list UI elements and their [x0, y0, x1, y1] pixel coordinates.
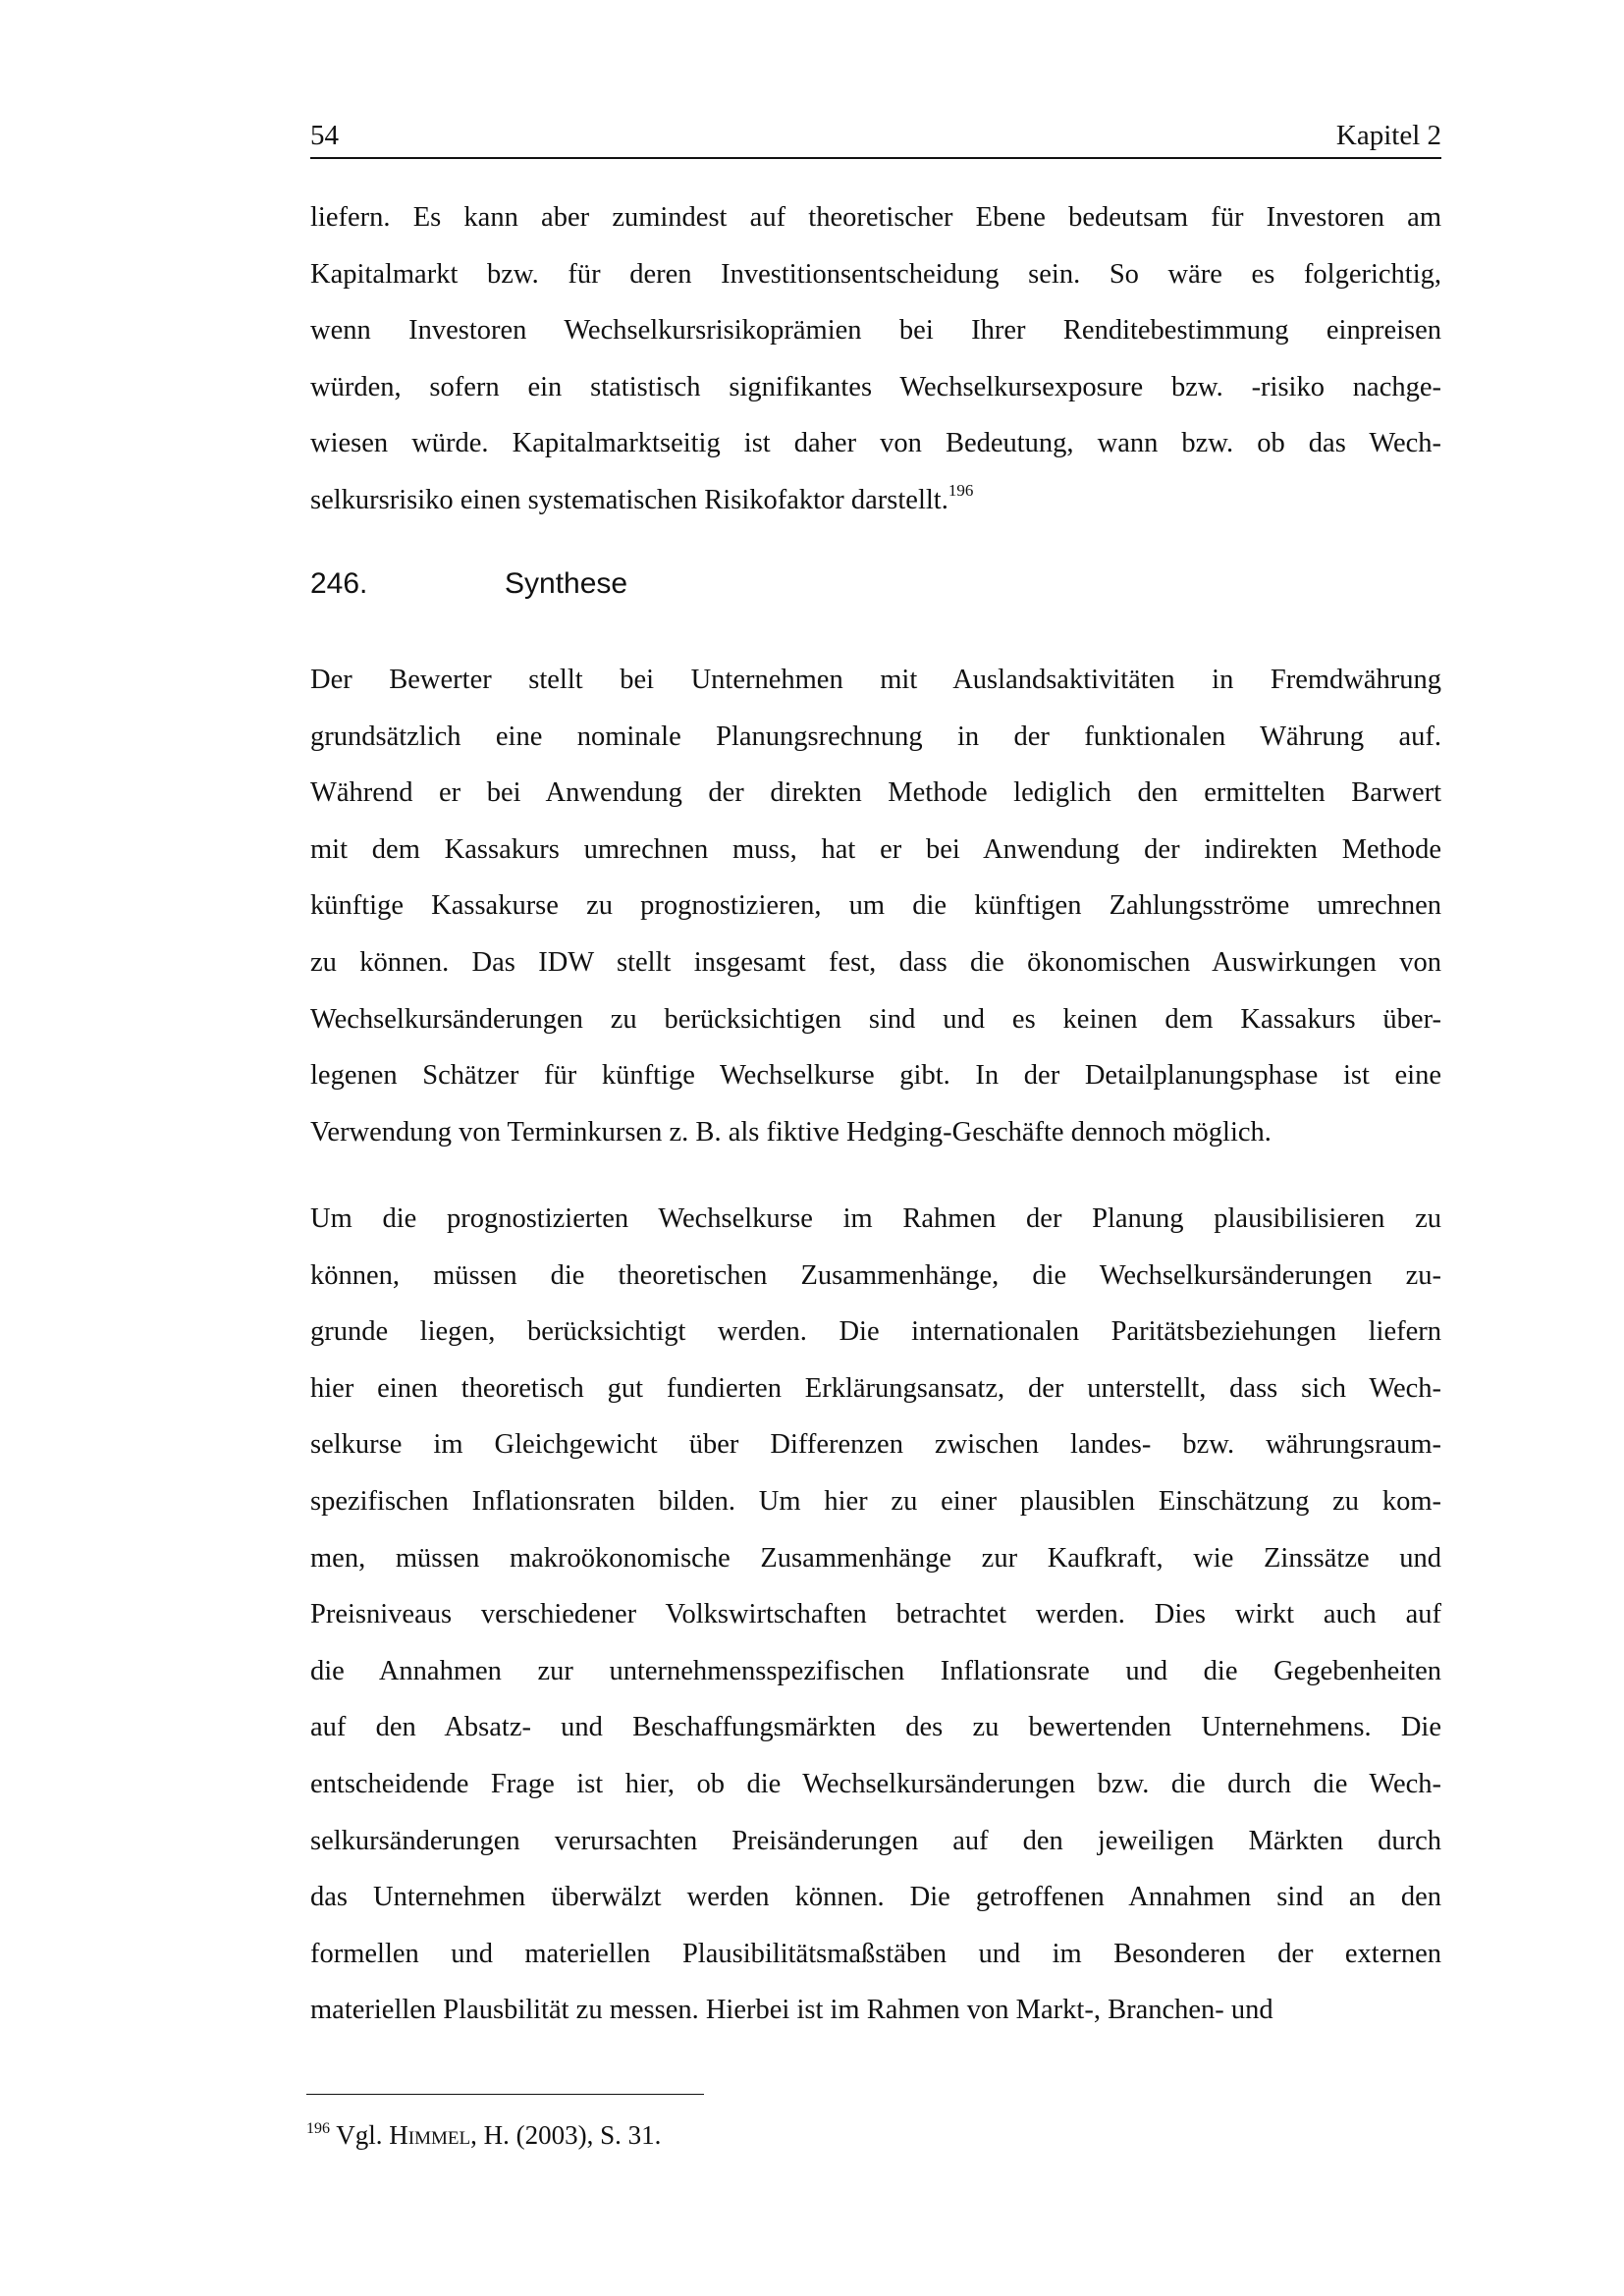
footnote-author: Himmel	[389, 2120, 471, 2150]
text-line	[310, 415, 1441, 472]
line-text: die Annahmen zur unternehmensspezifischen Inflationsrate und die Gegebenheiten	[310, 1655, 1441, 1686]
text-line	[310, 1586, 1441, 1643]
text-line	[310, 765, 1441, 822]
line-text: men, müssen makroökonomische Zusammenhänge zur Kaufkraft, wie Zinssätze und	[310, 1542, 1441, 1574]
line-text: auf den Absatz- und Beschaffungsmärkten des zu bewertenden Unternehmens. Die	[310, 1712, 1441, 1743]
text-line	[310, 1191, 1441, 1248]
line-text: hier einen theoretisch gut fundierten Erklärungsansatz, der unterstellt, dass sich Wech-	[310, 1372, 1441, 1404]
footnote-citation: , H. (2003), S. 31.	[470, 2120, 662, 2150]
line-text: entscheidende Frage ist hier, ob die Wechselkursänderungen bzw. die durch die Wech-	[310, 1768, 1441, 1799]
text-line	[310, 1361, 1441, 1417]
text-line	[310, 1416, 1441, 1473]
text-line	[310, 246, 1441, 303]
section-title: Synthese	[505, 567, 628, 600]
line-text: Preisniveaus verschiedener Volkswirtschaften betrachtet werden. Dies wirkt auch auf	[310, 1599, 1441, 1630]
text-line	[310, 709, 1441, 766]
line-text: selkursrisiko einen systematischen Risikofaktor darstellt.	[310, 484, 948, 515]
line-text: grunde liegen, berücksichtigt werden. Die internationalen Paritätsbeziehungen liefern	[310, 1316, 1441, 1348]
line-text: künftige Kassakurse zu prognostizieren, um die künftigen Zahlungsströme umrechnen	[310, 890, 1441, 922]
line-text: würden, sofern ein statistisch signifikantes Wechselkursexposure bzw. -risiko nachge-	[310, 371, 1441, 402]
text-line	[310, 652, 1441, 709]
footnote-divider	[306, 2094, 704, 2095]
paragraph-1	[310, 189, 1441, 529]
line-text: legenen Schätzer für künftige Wechselkurse gibt. In der Detailplanungsphase ist eine	[310, 1060, 1441, 1092]
line-text: zu können. Das IDW stellt insgesamt fest, dass die ökonomischen Auswirkungen von	[310, 946, 1441, 978]
text-line	[310, 1643, 1441, 1700]
line-text: grundsätzlich eine nominale Planungsrechnung in der funktionalen Währung auf.	[310, 721, 1441, 752]
text-line	[310, 1530, 1441, 1587]
text-line	[310, 1926, 1441, 1983]
line-text: das Unternehmen überwälzt werden können. Die getroffenen Annahmen sind an den	[310, 1882, 1441, 1913]
footnote	[306, 2120, 661, 2151]
line-text: mit dem Kassakurs umrechnen muss, hat er bei Anwendung der indirekten Methode	[310, 833, 1441, 865]
text-line	[310, 1756, 1441, 1813]
footnote-prefix: Vgl.	[336, 2120, 390, 2150]
chapter-label: Kapitel 2	[1335, 120, 1441, 151]
line-text: materiellen Plausbilität zu messen. Hierbei ist im Rahmen von Markt-, Branchen- und	[310, 1995, 1273, 2026]
paragraph-3	[310, 1191, 1441, 2039]
line-text: selkurse im Gleichgewicht über Differenzen zwischen landes- bzw. währungsraum-	[310, 1429, 1441, 1461]
text-line	[310, 1104, 1441, 1161]
section-heading	[310, 567, 627, 601]
text-line	[310, 1248, 1441, 1305]
text-line	[310, 472, 1441, 529]
line-text: Verwendung von Terminkursen z. B. als fiktive Hedging-Geschäfte dennoch möglich.	[310, 1116, 1272, 1148]
line-text: selkursänderungen verursachten Preisänderungen auf den jeweiligen Märkten durch	[310, 1825, 1441, 1856]
line-text: formellen und materiellen Plausibilitätsmaßstäben und im Besonderen der externen	[310, 1938, 1441, 1969]
footnote-number: 196	[306, 2120, 330, 2137]
line-text: Kapitalmarkt bzw. für deren Investitionsentscheidung sein. So wäre es folgerichtig,	[310, 258, 1441, 290]
text-line	[310, 822, 1441, 879]
text-line	[310, 1473, 1441, 1530]
line-text: Wechselkursänderungen zu berücksichtigen sind und es keinen dem Kassakurs über-	[310, 1003, 1441, 1035]
text-line	[310, 878, 1441, 934]
text-line	[310, 189, 1441, 246]
line-text: spezifischen Inflationsraten bilden. Um hier zu einer plausiblen Einschätzung zu kom-	[310, 1485, 1441, 1517]
line-text: wiesen würde. Kapitalmarktseitig ist daher von Bedeutung, wann bzw. ob das Wech-	[310, 428, 1441, 459]
text-line	[310, 1982, 1441, 2039]
line-text: Während er bei Anwendung der direkten Methode lediglich den ermittelten Barwert	[310, 777, 1441, 809]
footnote-reference[interactable]: 196	[947, 480, 974, 500]
text-line	[310, 934, 1441, 991]
paragraph-2	[310, 652, 1441, 1160]
line-text: Der Bewerter stellt bei Unternehmen mit Auslandsaktivitäten in Fremdwährung	[310, 665, 1441, 695]
line-text: liefern. Es kann aber zumindest auf theoretischer Ebene bedeutsam für Investoren am	[310, 202, 1441, 233]
line-text: wenn Investoren Wechselkursrisikoprämien bei Ihrer Renditebestimmung einpreisen	[310, 315, 1441, 347]
section-number: 246.	[310, 567, 368, 600]
text-line	[310, 1047, 1441, 1104]
text-line	[310, 302, 1441, 359]
text-line	[310, 991, 1441, 1048]
text-line	[310, 359, 1441, 416]
page-header	[310, 116, 1441, 159]
line-text: Um die prognostizierten Wechselkurse im Rahmen der Planung plausibilisieren zu	[310, 1203, 1441, 1234]
text-line	[310, 1304, 1441, 1361]
page-number: 54	[310, 120, 339, 151]
text-line	[310, 1869, 1441, 1926]
text-line	[310, 1813, 1441, 1870]
line-text: können, müssen die theoretischen Zusammenhänge, die Wechselkursänderungen zu-	[310, 1259, 1441, 1291]
text-line	[310, 1699, 1441, 1756]
